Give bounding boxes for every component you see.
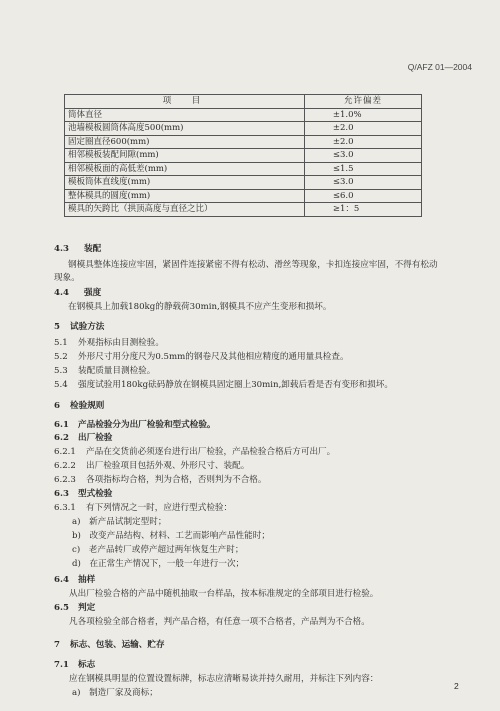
- page-number: 2: [454, 681, 459, 691]
- section-title: 标志、包装、运输、贮存: [70, 640, 165, 650]
- table-cell-tolerance: ±2.0: [304, 122, 421, 136]
- table-cell-item: 相邻模板装配间隙(mm): [65, 149, 305, 163]
- table-cell-item: 模具的矢跨比（拱顶高度与直径之比）: [65, 203, 305, 217]
- table-cell-item: 池墙模板圆筒体高度500(mm): [65, 122, 305, 136]
- table-header-row: [65, 95, 422, 109]
- table-row: [65, 162, 422, 176]
- document-code: Q/AFZ 01—2004: [407, 62, 472, 72]
- table-cell-tolerance: ≤1.5: [304, 162, 421, 176]
- table-row: [65, 122, 422, 136]
- table-cell-tolerance: ≤3.0: [304, 149, 421, 163]
- table-cell-item: 模板筒体直线度(mm): [65, 176, 305, 190]
- section-number: 4.3: [54, 244, 69, 254]
- table-row: [65, 135, 422, 149]
- table-cell-tolerance: ≥1：5: [304, 203, 421, 217]
- table-cell-tolerance: ≤6.0: [304, 189, 421, 203]
- section-title: 强度: [84, 288, 102, 298]
- section-number: 6: [54, 401, 60, 411]
- table-header-tolerance: 允许偏差: [304, 95, 421, 109]
- tolerance-table: [64, 94, 422, 217]
- section-number: 4.4: [54, 288, 69, 298]
- table-cell-item: 固定圈直径600(mm): [65, 135, 305, 149]
- section-title: 检验规则: [70, 401, 105, 411]
- table-row: [65, 189, 422, 203]
- section-number: 5: [54, 322, 60, 332]
- table-cell-tolerance: ±1.0%: [304, 108, 421, 122]
- section-title: 试验方法: [70, 322, 105, 332]
- section-number: 7: [54, 640, 60, 650]
- table-cell-tolerance: ±2.0: [304, 135, 421, 149]
- table-row: [65, 203, 422, 217]
- table-cell-item: 相邻模板面的高低差(mm): [65, 162, 305, 176]
- table-cell-item: 筒体直径: [65, 108, 305, 122]
- table-header-item: 项 目: [65, 95, 305, 109]
- table-cell-tolerance: ≤3.0: [304, 176, 421, 190]
- table-cell-item: 整体模具的圆度(mm): [65, 189, 305, 203]
- document-page: Q/AFZ 01—2004 项 目 允许偏差 筒体直径 ±1.0% 池墙模板圆筒体高度500(mm) ±2.0 固定圈直径600(mm) ±2.0 相邻模板装配间隙(mm) ≤3.0 相邻模板面的高低差(mm) ≤1.5 模板筒体直线度(mm) ≤3.0 整体模具的圆度(mm) ≤6.0 模具的矢跨比（拱顶高度与直径之比） ≥1：5 4.3 装配 钢模具整体连接应牢固，紧固件连接紧密不得有松动、滑丝等现象，卡扣连接应牢固，不得有松动 现象。 4.4 强度 在钢模具上加载180kg的静载荷30min,钢模具不应产生变形和损坏。 5 试验方法 5.1 外观指标由目测检验。 5.2 外形尺寸用分度尺为0.5mm的钢卷尺及其他相应精度的通用量具检查。 5.3 装配质量目测检验。 5.4 强度试验用180kg砝码静放在钢模具固定圈上30min,卸载后看是否有变形和损坏。 6 检验规则 6.1 产品检验分为出厂检验和型式检验。 6.2 出厂检验 6.2.1 产品在交货前必须逐台进行出厂检验，产品检验合格后方可出厂。 6.2.2 出厂检验项目包括外观、外形尺寸、装配。 6.2.3 各项指标均合格，判为合格，否则判为不合格。 6.3 型式检验 6.3.1 有下列情况之一时，应进行型式检验： a) 新产品试制定型时； b) 改变产品结构、材料、工艺而影响产品性能时； c) 老产品转厂或停产超过两年恢复生产时； d) 在正常生产情况下，一般一年进行一次； 6.4 抽样 从出厂检验合格的产品中随机抽取一台样品，按本标准规定的全部项目进行检验。 6.5 判定 凡各项检验全部合格者，判产品合格，有任意一项不合格者，产品判为不合格。 7 标志、包装、运输、贮存 7.1 标志 应在钢模具明显的位置设置标牌，标志应清晰易读并持久耐用，并标注下列内容： a) 制造厂家及商标； 2: [0, 0, 500, 711]
- table-row: [65, 108, 422, 122]
- section-title: 装配: [84, 244, 102, 254]
- table-row: [65, 176, 422, 190]
- table-row: [65, 149, 422, 163]
